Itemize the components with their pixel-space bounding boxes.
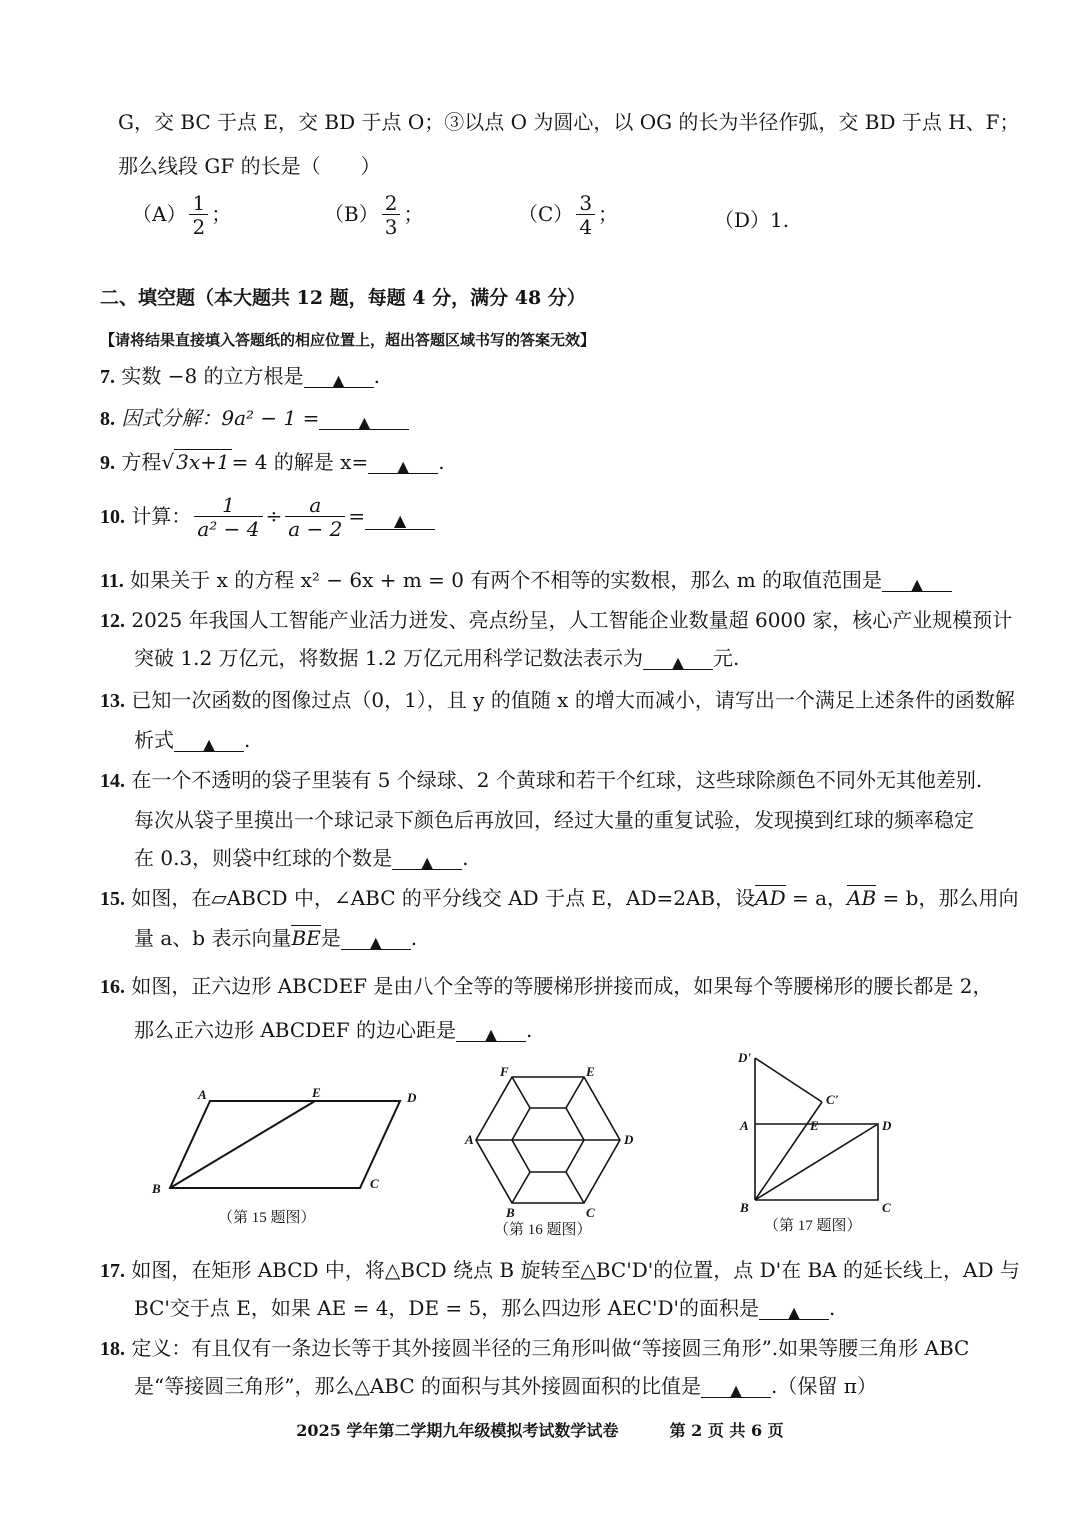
- answer-blank: [319, 407, 409, 430]
- q6-line2: 那么线段 GF 的长是（ ）: [118, 154, 381, 178]
- question-16: [100, 972, 992, 1001]
- question-number: 14.: [100, 770, 125, 792]
- vector-eq-b: = b，那么用向: [876, 886, 1019, 910]
- question-15: [100, 884, 1018, 913]
- question-text-2: = 4 的解是 x=: [231, 450, 369, 474]
- question-text: 方程: [121, 450, 162, 474]
- question-14-line2: 每次从袋子里摸出一个球记录下颜色后再放回，经过大量的重复试验，发现摸到红球的频率稳定: [134, 808, 974, 832]
- figure-caption: （第 16 题图）: [494, 1222, 592, 1238]
- question-18: [100, 1334, 969, 1363]
- answer-blank: [392, 847, 462, 870]
- question-text: 如图，正六边形 ABCDEF 是由八个全等的等腰梯形拼接而成，如果每个等腰梯形的腰长都是 2，: [131, 974, 993, 998]
- question-13: [100, 686, 1015, 715]
- question-number: 18.: [100, 1338, 125, 1360]
- label-d: D: [882, 1118, 892, 1133]
- question-9: 9. 方程√ 3x+1 = 4 的解是 x= ▲ .: [100, 450, 445, 476]
- punct: .: [462, 846, 469, 870]
- punct: .: [244, 728, 251, 752]
- question-7: [100, 362, 380, 391]
- frac-numerator: 2: [382, 192, 401, 215]
- question-8: [100, 404, 409, 433]
- question-17: [100, 1256, 1020, 1285]
- question-text: 实数 −8 的立方根是: [121, 364, 304, 388]
- q6-option-c: （C） $\frac{3}{4}$ ；: [518, 191, 619, 239]
- punct: .: [373, 364, 380, 388]
- q6-option-b: （B） $\frac{2}{3}$ ；: [324, 191, 424, 239]
- question-text: 如图，在▱ABCD 中，∠ABC 的平分线交 AD 于点 E，AD=2AB，设: [131, 886, 756, 910]
- footer-title: 2025 学年第二学期九年级模拟考试数学试卷: [296, 1421, 619, 1440]
- section-heading: 二、填空题（本大题共 12 题，每题 4 分，满分 48 分）: [100, 287, 586, 309]
- frac-denominator: 3: [384, 215, 398, 239]
- figure-17: [730, 1046, 910, 1242]
- figure-caption: （第 15 题图）: [218, 1210, 316, 1226]
- question-13-line2: [134, 726, 250, 754]
- punct: .: [438, 450, 445, 474]
- answer-mark: ▲: [332, 371, 345, 390]
- vector-eq-a: = a，: [785, 886, 848, 910]
- label-c: C: [586, 1205, 595, 1220]
- vector-be: BE: [291, 926, 321, 950]
- question-number: 7.: [100, 366, 115, 388]
- segment-bc-prime: [755, 1102, 822, 1200]
- page-footer: [0, 1418, 1080, 1441]
- question-16-line2: [134, 1016, 532, 1044]
- frac-numerator: 1: [189, 192, 208, 215]
- q6-option-d: （D）1.: [714, 208, 790, 232]
- answer-mark: ▲: [787, 1303, 801, 1322]
- option-label: （C）: [518, 202, 574, 226]
- label-d-prime: D': [738, 1050, 751, 1065]
- frac-denominator: 4: [579, 215, 593, 239]
- answer-blank: [882, 569, 952, 592]
- footer-page: 第 2 页 共 6 页: [669, 1421, 784, 1440]
- answer-mark: ▲: [729, 1381, 743, 1400]
- question-12: [100, 606, 1012, 635]
- question-number: 16.: [100, 976, 125, 998]
- question-15-line2: [134, 924, 417, 952]
- answer-blank: [304, 365, 374, 388]
- label-b: B: [740, 1200, 749, 1215]
- figure-16: [462, 1062, 642, 1242]
- question-12-line2: [134, 644, 739, 672]
- answer-mark: ▲: [202, 735, 216, 754]
- answer-blank: [365, 507, 435, 530]
- label-e: E: [312, 1085, 321, 1100]
- label-f: F: [500, 1064, 509, 1079]
- punct: .（保留 π）: [771, 1374, 877, 1398]
- label-b: B: [506, 1205, 515, 1220]
- question-text: 如图，在矩形 ABCD 中，将△BCD 绕点 B 旋转至△BC'D'的位置，点 D'在 BA 的延长线上，AD 与: [131, 1258, 1020, 1282]
- question-number: 11.: [100, 570, 124, 592]
- frac-numerator: a: [285, 494, 345, 517]
- question-text: 2025 年我国人工智能产业活力迸发、亮点纷呈，人工智能企业数量超 6000 家，核心产业规模预计: [131, 608, 1013, 632]
- question-text: 已知一次函数的图像过点（0，1），且 y 的值随 x 的增大而减小，请写出一个满足上述条件的函数解: [131, 688, 1015, 712]
- answer-mark: ▲: [910, 575, 924, 594]
- question-11: [100, 566, 952, 595]
- frac-numerator: 3: [576, 192, 595, 215]
- punct: .: [829, 1296, 836, 1320]
- question-text: 那么正六边形 ABCDEF 的边心距是: [134, 1018, 457, 1042]
- question-text: 在一个不透明的袋子里装有 5 个绿球、2 个黄球和若干个红球，这些球除颜色不同外无其他差别.: [131, 768, 983, 792]
- q6-line1: G，交 BC 于点 E，交 BD 于点 O；③以点 O 为圆心，以 OG 的长为半径作弧，交 BD 于点 H、F；: [118, 110, 1020, 134]
- label-c: C: [370, 1176, 379, 1191]
- question-number: 8.: [100, 408, 115, 430]
- label-a: A: [198, 1087, 207, 1102]
- vector-ab: AB: [847, 886, 877, 910]
- option-label: （A）: [132, 202, 187, 226]
- question-text: 定义：有且仅有一条边长等于其外接圆半径的三角形叫做“等接圆三角形”.如果等腰三角形 ABC: [131, 1336, 970, 1360]
- question-14: [100, 766, 982, 795]
- question-number: 9.: [100, 452, 115, 474]
- answer-mark: ▲: [671, 653, 685, 672]
- answer-blank: [174, 729, 244, 752]
- label-b: B: [152, 1181, 161, 1196]
- label-a: A: [740, 1118, 749, 1133]
- question-number: 10.: [100, 506, 125, 528]
- answer-mark: ▲: [394, 511, 407, 530]
- question-text: 在 0.3，则袋中红球的个数是: [134, 846, 393, 870]
- question-text: 因式分解：9a² − 1 =: [121, 406, 320, 430]
- figure-15: [140, 1076, 430, 1236]
- answer-blank: [456, 1019, 526, 1042]
- frac-denominator: a² − 4: [197, 517, 260, 541]
- frac-numerator: 1: [194, 494, 262, 517]
- equals: =: [348, 504, 366, 528]
- question-number: 15.: [100, 888, 125, 910]
- section-note: 【请将结果直接填入答题纸的相应位置上，超出答题区域书写的答案无效】: [100, 331, 596, 349]
- punct: .: [526, 1018, 533, 1042]
- question-number: 13.: [100, 690, 125, 712]
- answer-mark: ▲: [369, 933, 382, 952]
- option-label: （B）: [324, 202, 379, 226]
- answer-mark: ▲: [397, 457, 410, 476]
- answer-blank: [701, 1375, 771, 1398]
- question-text: 计算：: [131, 504, 192, 528]
- parallelogram-abcd: [170, 1101, 400, 1188]
- question-text: 突破 1.2 万亿元，将数据 1.2 万亿元用科学记数法表示为: [134, 646, 644, 670]
- question-17-line2: [134, 1294, 835, 1322]
- figure-caption: （第 17 题图）: [764, 1218, 862, 1234]
- answer-blank: [643, 647, 713, 670]
- question-10: [100, 494, 435, 541]
- answer-blank: [341, 927, 411, 950]
- question-text: 如果关于 x 的方程 x² − 6x + m = 0 有两个不相等的实数根，那么 m 的取值范围是: [130, 568, 883, 592]
- diagonal-bd: [755, 1124, 878, 1200]
- label-d: D: [407, 1090, 417, 1105]
- vector-ad: AD: [755, 886, 786, 910]
- label-c-prime: C': [826, 1092, 839, 1107]
- segment-be: [170, 1101, 315, 1188]
- radicand: 3x+1: [176, 450, 230, 474]
- label-a: A: [465, 1132, 474, 1147]
- question-text: 析式: [134, 728, 174, 752]
- question-number: 12.: [100, 610, 125, 632]
- label-e: E: [810, 1118, 819, 1133]
- punct: .: [410, 926, 418, 950]
- answer-mark: ▲: [358, 413, 371, 432]
- answer-blank: [368, 451, 438, 474]
- frac-denominator: 2: [192, 215, 206, 239]
- operator: ÷: [265, 504, 283, 528]
- question-18-line2: [134, 1372, 877, 1400]
- question-14-line3: [134, 844, 469, 872]
- unit: 元.: [713, 646, 740, 670]
- label-e: E: [586, 1064, 595, 1079]
- answer-mark: ▲: [484, 1025, 498, 1044]
- question-number: 17.: [100, 1260, 125, 1282]
- answer-blank: [759, 1297, 829, 1320]
- label-c: C: [882, 1200, 891, 1215]
- label-d: D: [624, 1132, 634, 1147]
- question-text: 量 a、b 表示向量: [134, 926, 292, 950]
- frac-denominator: a − 2: [288, 517, 343, 541]
- question-text-2: 是: [320, 926, 341, 950]
- question-text: 是“等接圆三角形”，那么△ABC 的面积与其外接圆面积的比值是: [134, 1374, 702, 1398]
- q6-option-a: （A） $\frac{1}{2}$ ；: [132, 191, 232, 239]
- question-text: BC'交于点 E，如果 AE = 4，DE = 5，那么四边形 AEC'D'的面积是: [134, 1296, 759, 1320]
- segment-d-prime-c-prime: [755, 1058, 822, 1102]
- answer-mark: ▲: [421, 853, 434, 872]
